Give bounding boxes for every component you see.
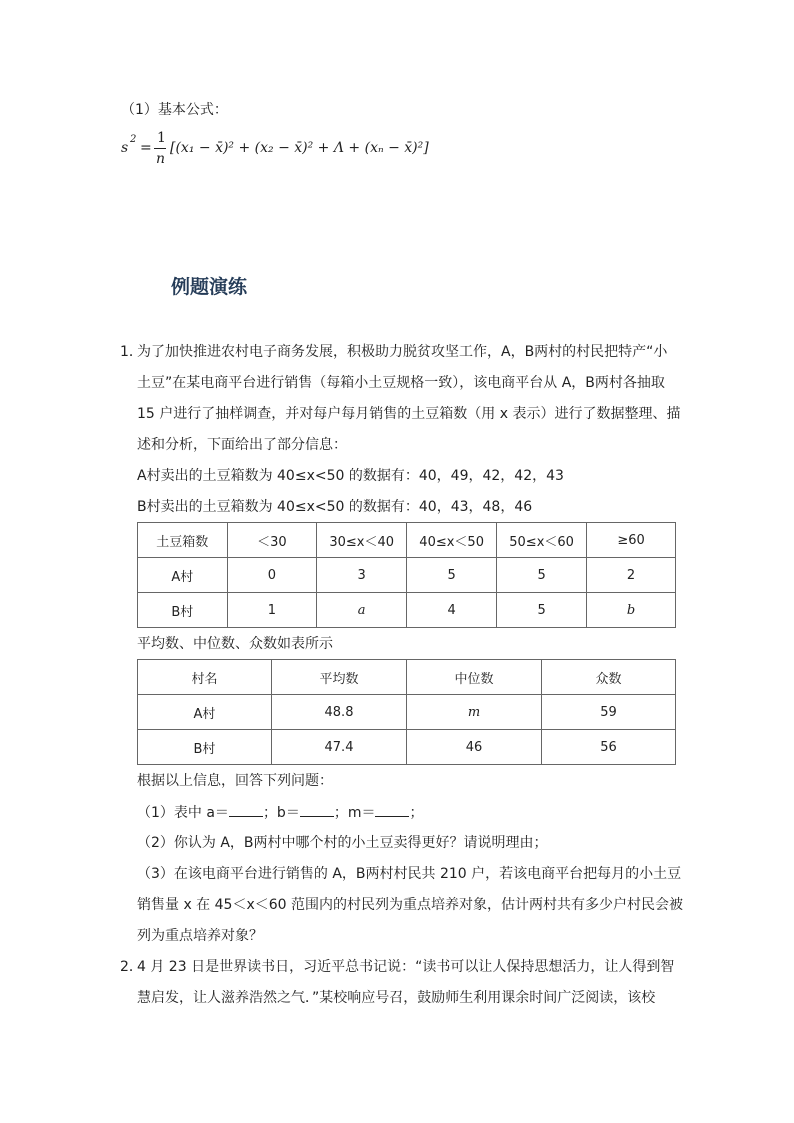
table-header-cell: ＜30 — [227, 523, 317, 558]
statistics-table — [137, 659, 676, 765]
table-header-row — [138, 660, 676, 695]
table-row — [138, 730, 676, 765]
table-header-cell: 众数 — [542, 660, 676, 695]
table-cell: m — [407, 695, 542, 730]
table-row — [138, 695, 676, 730]
q1-data-a: A村卖出的土豆箱数为 40≤x<50 的数据有：40，49，42，42，43 — [137, 468, 564, 484]
q1-part3-line-2: 销售量 x 在 45＜x＜60 范围内的村民列为重点培养对象，估计两村共有多少户村民会被 — [137, 897, 683, 913]
table-cell: 59 — [542, 695, 676, 730]
q1-part3-line-3: 列为重点培养对象？ — [137, 928, 263, 944]
frequency-table — [137, 522, 676, 628]
table-cell: a — [317, 593, 407, 628]
formula-body: [(x₁ − x̄)² + (x₂ − x̄)² + Λ + (xₙ − x̄)²] — [170, 140, 429, 156]
answer-intro: 根据以上信息，回答下列问题： — [137, 773, 333, 789]
table-cell: A村 — [138, 558, 228, 593]
table-cell: 5 — [407, 558, 497, 593]
q1-line-3: 15 户进行了抽样调查，并对每户每月销售的土豆箱数（用 x 表示）进行了数据整理、描 — [137, 406, 681, 422]
table-cell: 0 — [227, 558, 317, 593]
section-heading: 例题演练 — [171, 276, 248, 298]
variance-formula — [121, 130, 441, 174]
table-cell: B村 — [138, 730, 272, 765]
part1-m-label: ；m＝ — [333, 805, 376, 821]
table-header-cell: 平均数 — [271, 660, 406, 695]
part1-prefix: （1）表中 a＝ — [137, 805, 229, 821]
q1-line-1: 为了加快推进农村电子商务发展，积极助力脱贫攻坚工作，A，B两村的村民把特产“小 — [137, 344, 668, 360]
formula-equals: = — [140, 140, 152, 156]
part1-b-label: ；b＝ — [262, 805, 300, 821]
table-row — [138, 558, 676, 593]
formula-lhs: s — [121, 140, 129, 156]
table-cell: A村 — [138, 695, 272, 730]
table-header-cell: ≥60 — [587, 523, 676, 558]
table-header-cell: 中位数 — [407, 660, 542, 695]
q1-part3-line-1: （3）在该电商平台进行销售的 A，B两村村民共 210 户，若该电商平台把每月的小土豆 — [137, 866, 682, 882]
q1-part1 — [137, 802, 423, 823]
table2-caption: 平均数、中位数、众数如表所示 — [137, 636, 333, 652]
table-cell: b — [587, 593, 676, 628]
table-cell: 1 — [227, 593, 317, 628]
q2-line-2: 慧启发，让人滋养浩然之气．”某校响应号召，鼓励师生利用课余时间广泛阅读，该校 — [137, 990, 656, 1006]
table-cell: 4 — [407, 593, 497, 628]
q1-line-2: 土豆”在某电商平台进行销售（每箱小土豆规格一致），该电商平台从 A，B两村各抽取 — [137, 375, 665, 391]
formula-frac-numerator: 1 — [157, 130, 166, 146]
formula-lhs-exponent: 2 — [130, 134, 137, 145]
table-header-cell: 土豆箱数 — [138, 523, 228, 558]
table-header-row — [138, 523, 676, 558]
table-cell: 46 — [407, 730, 542, 765]
q1-part2: （2）你认为 A，B两村中哪个村的小土豆卖得更好？请说明理由； — [137, 835, 548, 851]
table-header-cell: 30≤x＜40 — [317, 523, 407, 558]
table-cell: 56 — [542, 730, 676, 765]
table-cell: 5 — [497, 558, 587, 593]
answer-blank-b[interactable] — [300, 802, 334, 817]
formula-frac-bar — [154, 148, 166, 149]
table-row — [138, 593, 676, 628]
q2-number: 2． — [120, 959, 143, 975]
table-cell: 48.8 — [271, 695, 406, 730]
q1-data-b: B村卖出的土豆箱数为 40≤x<50 的数据有：40，43，48，46 — [137, 499, 533, 515]
table-cell: 3 — [317, 558, 407, 593]
q2-line-1: 4 月 23 日是世界读书日，习近平总书记说：“读书可以让人保持思想活力，让人得到智 — [137, 959, 675, 975]
formula-frac-denominator: n — [156, 151, 166, 167]
q1-line-4: 述和分析，下面给出了部分信息： — [137, 437, 347, 453]
table-header-cell: 40≤x＜50 — [407, 523, 497, 558]
answer-blank-a[interactable] — [229, 802, 263, 817]
table-header-cell: 50≤x＜60 — [497, 523, 587, 558]
table-cell: 5 — [497, 593, 587, 628]
q1-number: 1． — [120, 344, 143, 360]
table-cell: 2 — [587, 558, 676, 593]
table-cell: 47.4 — [271, 730, 406, 765]
table-header-cell: 村名 — [138, 660, 272, 695]
part1-end: ； — [409, 805, 424, 821]
answer-blank-m[interactable] — [375, 802, 409, 817]
table-cell: B村 — [138, 593, 228, 628]
formula-label: （1）基本公式： — [121, 102, 228, 118]
